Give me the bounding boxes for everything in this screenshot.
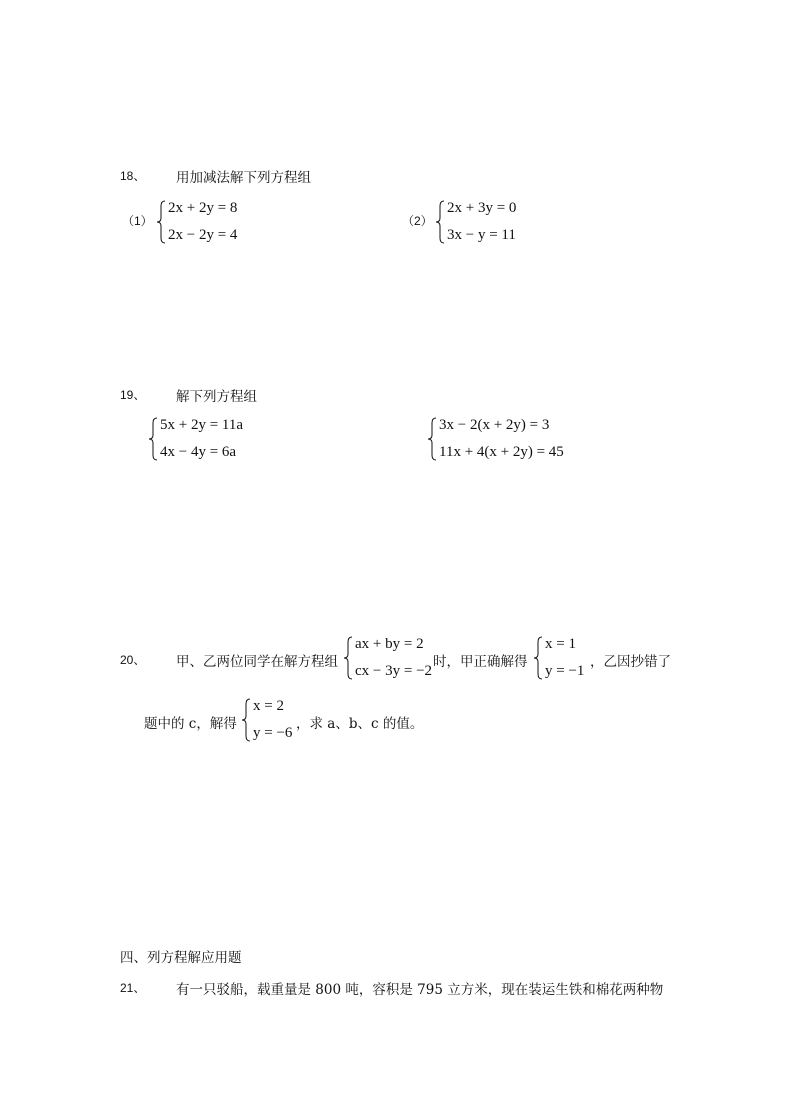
brace-icon: [343, 636, 353, 680]
q21-text: 有一只驳船，载重量是 800 吨，容积是 795 立方米，现在装运生铁和棉花两种物: [176, 982, 664, 998]
q20-sol2-eq2: y = −6: [253, 725, 293, 741]
q18-title: 用加减法解下列方程组: [176, 170, 311, 186]
q20-system: [343, 636, 443, 680]
section-4-heading: 四、列方程解应用题: [120, 950, 242, 966]
q20-solution-2: [241, 698, 301, 742]
q19-number: 19、: [120, 388, 146, 402]
q20-number: 20、: [120, 653, 146, 667]
brace-icon: [241, 698, 251, 742]
brace-icon: [533, 636, 543, 680]
brace-icon: [156, 200, 166, 244]
q20-sys-eq1: ax + by = 2: [355, 636, 424, 652]
q19-sys2-eq1: 3x − 2(x + 2y) = 3: [439, 417, 550, 433]
q18-part2-eq1: 2x + 3y = 0: [447, 200, 517, 216]
q18-part2-system: [435, 200, 555, 244]
q20-sys-eq2: cx − 3y = −2: [355, 663, 433, 679]
q18-part1-eq2: 2x − 2y = 4: [168, 227, 238, 243]
q18-part2-label: （2）: [402, 214, 433, 228]
q19-sys2-eq2: 11x + 4(x + 2y) = 45: [439, 444, 564, 460]
q20-solution-1: [533, 636, 593, 680]
brace-icon: [435, 200, 445, 244]
q19-sys1-eq2: 4x − 4y = 6a: [160, 444, 237, 460]
q18-number: 18、: [120, 169, 146, 183]
q20-sol1-eq2: y = −1: [545, 663, 585, 679]
q21-number: 21、: [120, 981, 146, 995]
q20-text-d: 题中的 c，解得: [144, 716, 237, 732]
q20-text-e: ，求 a、b、c 的值。: [296, 716, 424, 732]
q19-system-1: [148, 417, 278, 461]
q18-part1-system: [156, 200, 276, 244]
q18-part1-label: （1）: [122, 214, 153, 228]
q20-text-a: 甲、乙两位同学在解方程组: [176, 654, 338, 670]
q20-sol2-eq1: x = 2: [253, 698, 284, 714]
q19-title: 解下列方程组: [176, 389, 257, 405]
q20-text-b: 时，甲正确解得: [433, 654, 528, 670]
q20-sol1-eq1: x = 1: [545, 636, 576, 652]
q19-system-2: [427, 417, 597, 461]
brace-icon: [148, 417, 158, 461]
q18-part2-eq2: 3x − y = 11: [447, 227, 516, 243]
q18-part1-eq1: 2x + 2y = 8: [168, 200, 238, 216]
q20-text-c: ，乙因抄错了: [590, 654, 671, 670]
brace-icon: [427, 417, 437, 461]
q19-sys1-eq1: 5x + 2y = 11a: [160, 417, 244, 433]
